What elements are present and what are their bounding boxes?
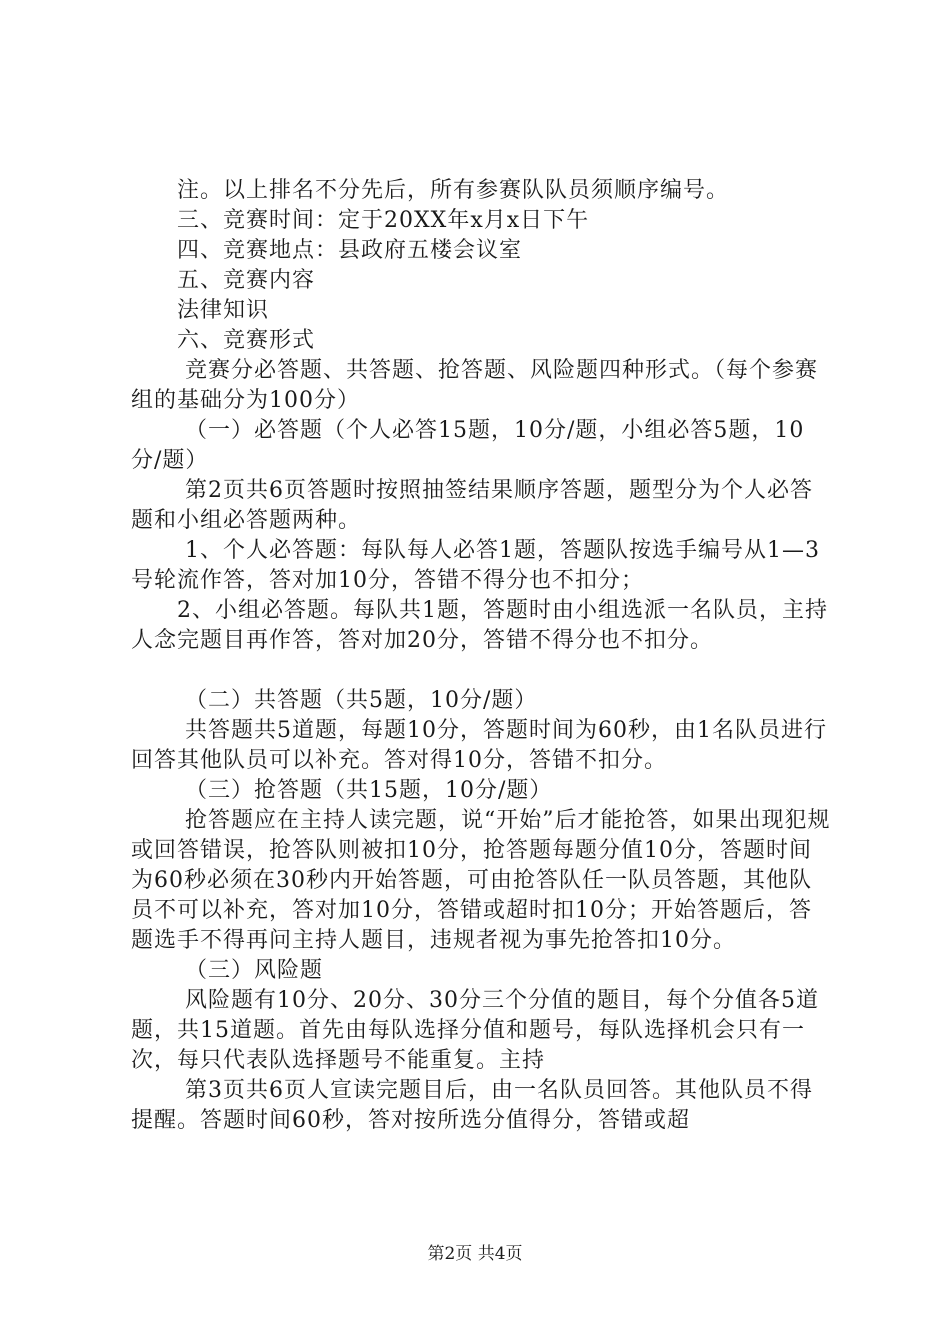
- required-title-heading: （一）必答题（个人必答15题，10分/题，小组必答5题，10分/题）: [131, 418, 805, 473]
- required-individual-paragraph: 1、个人必答题：每队每人必答1题，答题队按选手编号从1—3号轮流作答，答对加10分，答错不得分也不扣分；: [131, 538, 820, 593]
- shared-title-heading: （二）共答题（共5题，10分/题）: [185, 688, 538, 713]
- document-body: [131, 176, 831, 1136]
- required-desc-paragraph: 第2页共6页答题时按照抽签结果顺序答题，题型分为个人必答题和小组必答题两种。: [131, 478, 813, 533]
- risk-title-heading: （三）风险题: [185, 958, 324, 983]
- page-indicator: 第2页 共4页: [427, 1244, 523, 1264]
- required-group-paragraph: 2、小组必答题。每队共1题，答题时由小组选派一名队员，主持人念完题目再作答，答对加20分，答错不得分也不扣分。: [131, 598, 828, 653]
- buzzer-title-heading: （三）抢答题（共15题，10分/题）: [185, 778, 553, 803]
- note-order-paragraph: 注。以上排名不分先后，所有参赛队队员须顺序编号。: [177, 178, 730, 203]
- buzzer-desc-paragraph: 抢答题应在主持人读完题，说“开始”后才能抢答，如果出现犯规或回答错误，抢答队则被扣10分，抢答题每题分值10分，答题时间为60秒必须在30秒内开始答题，可由抢答队任一队员答题，其他队员不可以补充，答对加10分，答错或超时扣10分；开始答题后，答题选手不得再问主持人题目，违规者视为事先抢答扣10分。: [131, 808, 831, 953]
- paragraph-spacer: [131, 656, 831, 686]
- section-time-heading: 三、竞赛时间：定于20XX年x月x日下午: [177, 208, 590, 233]
- page-footer: [0, 1243, 950, 1265]
- section-content-heading: 五、竞赛内容: [177, 268, 316, 293]
- section-format-heading: 六、竞赛形式: [177, 328, 316, 353]
- risk-desc-cont-paragraph: 第3页共6页人宣读完题目后，由一名队员回答。其他队员不得提醒。答题时间60秒，答对按所选分值得分，答错或超: [131, 1078, 813, 1133]
- shared-desc-paragraph: 共答题共5道题，每题10分，答题时间为60秒，由1名队员进行回答其他队员可以补充。答对得10分，答错不扣分。: [131, 718, 827, 773]
- risk-desc-paragraph: 风险题有10分、20分、30分三个分值的题目，每个分值各5道题，共15道题。首先由每队选择分值和题号，每队选择机会只有一次，每只代表队选择题号不能重复。主持: [131, 988, 819, 1073]
- format-intro-paragraph: 竞赛分必答题、共答题、抢答题、风险题四种形式。（每个参赛组的基础分为100分）: [131, 358, 819, 413]
- section-venue-heading: 四、竞赛地点：县政府五楼会议室: [177, 238, 523, 263]
- content-law-paragraph: 法律知识: [177, 298, 270, 323]
